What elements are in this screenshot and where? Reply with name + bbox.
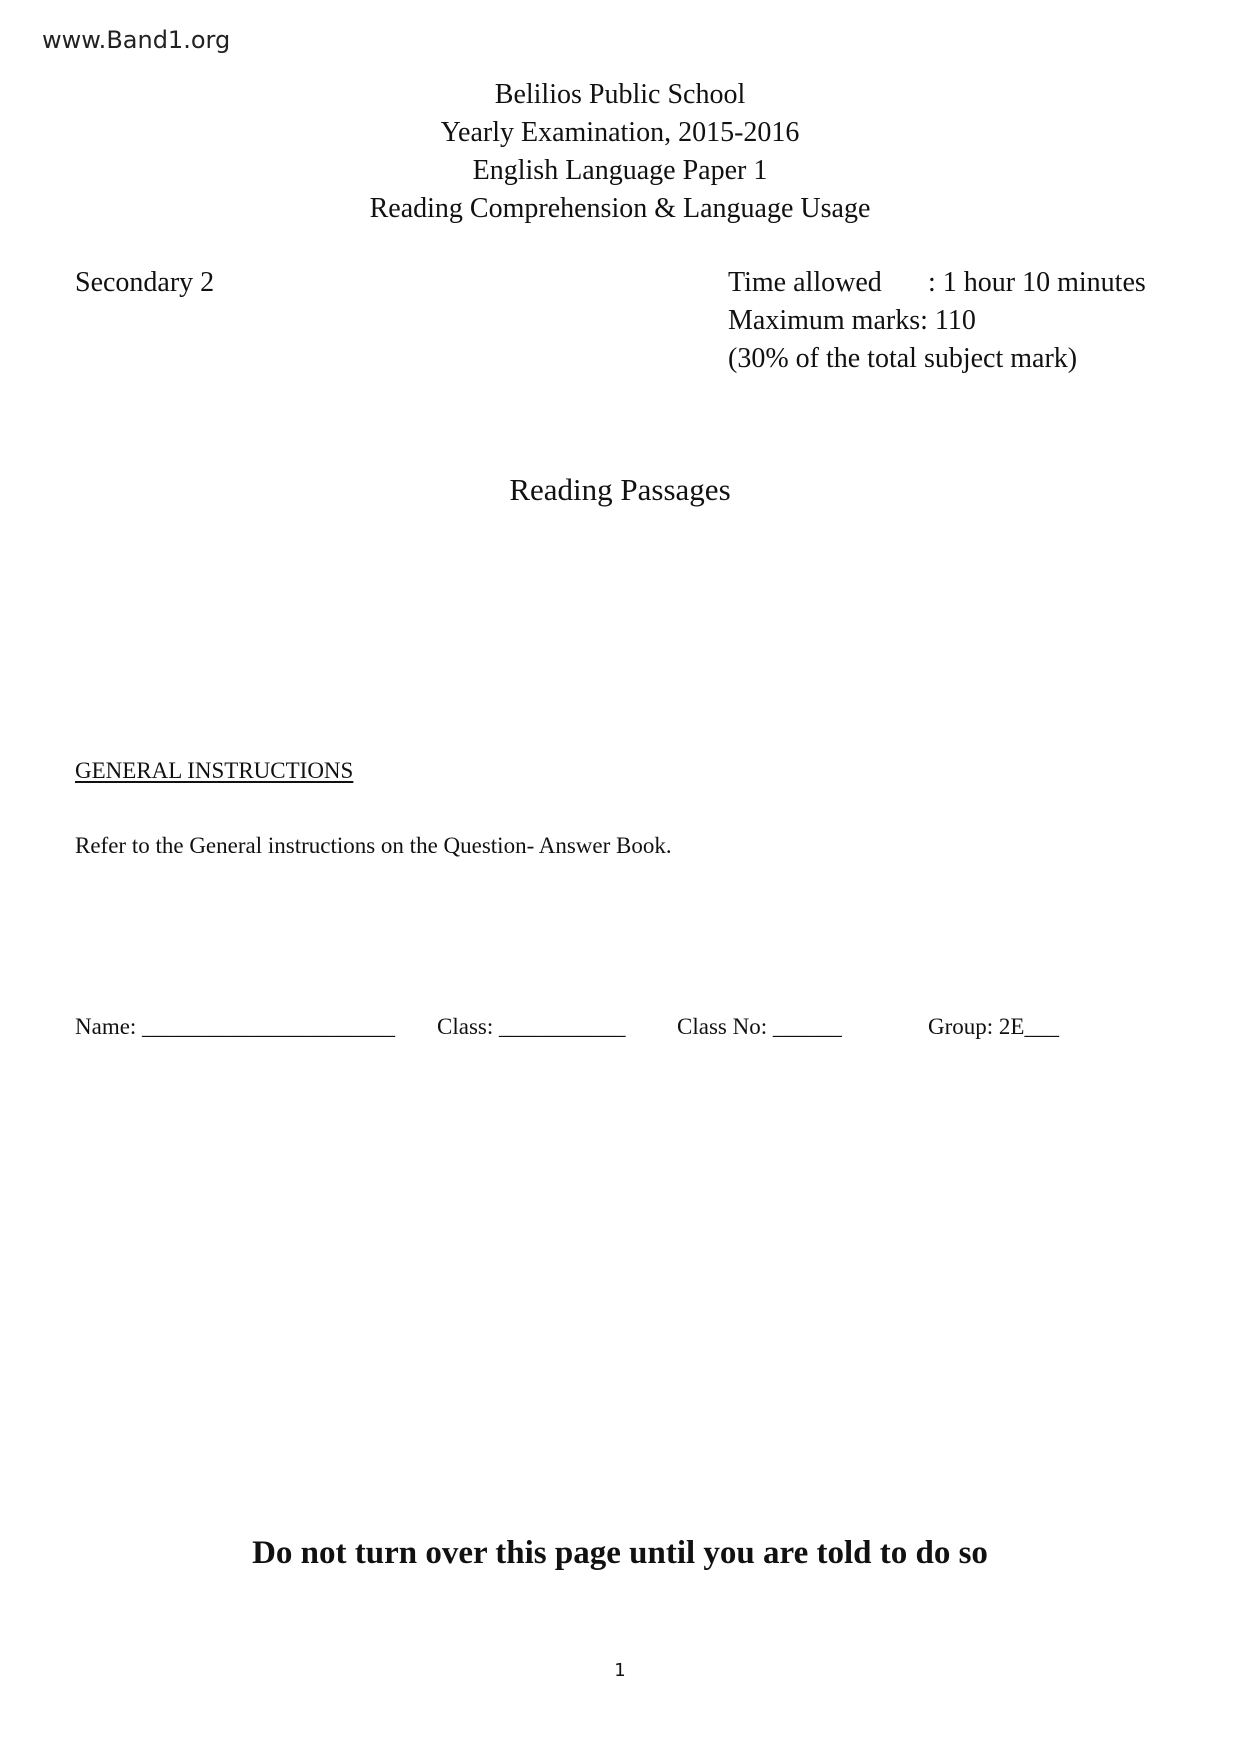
maximum-marks: Maximum marks: 110: [728, 305, 976, 336]
exam-title: Yearly Examination, 2015-2016: [440, 117, 800, 148]
paper-subtitle: Reading Comprehension & Language Usage: [369, 193, 871, 224]
time-allowed-label: Time allowed: [728, 267, 882, 298]
level-label: Secondary 2: [75, 267, 215, 298]
school-name: Belilios Public School: [494, 79, 746, 110]
time-allowed-row: [728, 264, 1146, 302]
general-instructions-heading: GENERAL INSTRUCTIONS: [75, 758, 354, 783]
watermark: www.Band1.org: [42, 26, 231, 54]
exam-header: [0, 76, 1240, 228]
time-allowed-value: : 1 hour 10 minutes: [928, 267, 1146, 298]
paper-title: English Language Paper 1: [472, 155, 768, 186]
section-title: Reading Passages: [509, 472, 731, 507]
mark-weight: (30% of the total subject mark): [728, 343, 1078, 374]
warning-notice: Do not turn over this page until you are told to do so: [252, 1535, 988, 1571]
page-number: 1: [614, 1660, 626, 1681]
class-field: Class: ___________: [437, 1014, 626, 1039]
group-field: Group: 2E___: [928, 1014, 1059, 1039]
general-instructions-text: Refer to the General instructions on the Question- Answer Book.: [75, 833, 672, 858]
name-field: Name: ______________________: [75, 1014, 396, 1039]
class-no-field: Class No: ______: [677, 1014, 842, 1039]
exam-info: [728, 264, 1146, 378]
